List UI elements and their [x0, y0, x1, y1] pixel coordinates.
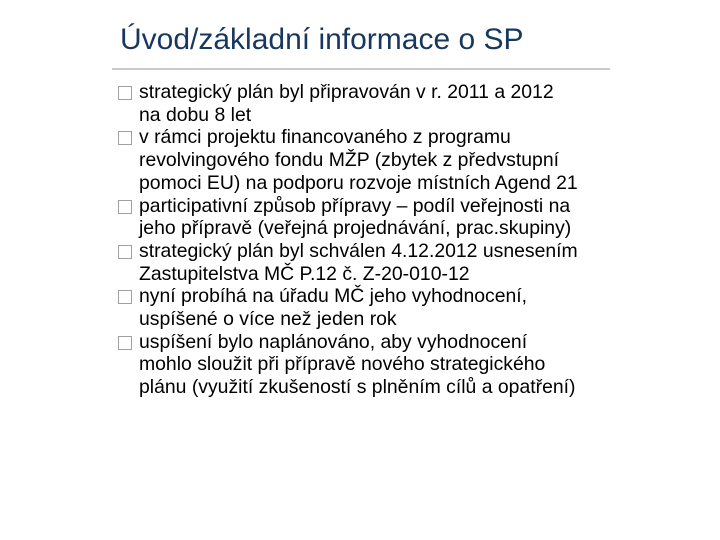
hollow-square-icon	[118, 290, 132, 304]
bullet-line: revolvingového fondu MŽP (zbytek z předvstupní	[139, 149, 559, 172]
bullet-item	[118, 195, 698, 240]
bullet-line: jeho přípravě (veřejná projednávání, prac.skupiny)	[139, 217, 572, 240]
hollow-square-icon	[118, 200, 132, 214]
bullet-item	[118, 81, 698, 126]
bullet-line: participativní způsob přípravy – podíl veřejnosti na	[139, 194, 571, 217]
bullet-line: pomoci EU) na podporu rozvoje místních Agend 21	[139, 171, 578, 194]
slide-title: Úvod/základní informace o SP	[120, 23, 524, 56]
bullet-line: uspíšené o více než jeden rok	[139, 308, 397, 331]
bullet-line: mohlo sloužit při přípravě nového strategického	[139, 353, 546, 376]
bullet-line: plánu (využití zkušeností s plněním cílů a opatření)	[139, 376, 576, 399]
bullet-line: strategický plán byl schválen 4.12.2012 usnesením	[139, 239, 578, 262]
hollow-square-icon	[118, 336, 132, 350]
bullet-item	[118, 126, 698, 194]
title-divider	[112, 68, 610, 70]
bullet-line: strategický plán byl připravován v r. 2011 a 2012	[139, 81, 554, 103]
bullet-line: Zastupitelstva MČ P.12 č. Z-20-010-12	[139, 262, 470, 285]
bullet-line: na dobu 8 let	[139, 103, 252, 126]
hollow-square-icon	[118, 86, 132, 100]
bullet-line: nyní probíhá na úřadu MČ jeho vyhodnocení,	[139, 285, 528, 308]
bullet-item	[118, 240, 698, 285]
bullet-item	[118, 331, 698, 399]
bullet-line: v rámci projektu financovaného z programu	[139, 126, 511, 149]
bullet-list	[118, 81, 698, 399]
hollow-square-icon	[118, 245, 132, 259]
bullet-line: uspíšení bylo naplánováno, aby vyhodnocení	[139, 330, 528, 353]
hollow-square-icon	[118, 131, 132, 145]
bullet-item	[118, 285, 698, 330]
